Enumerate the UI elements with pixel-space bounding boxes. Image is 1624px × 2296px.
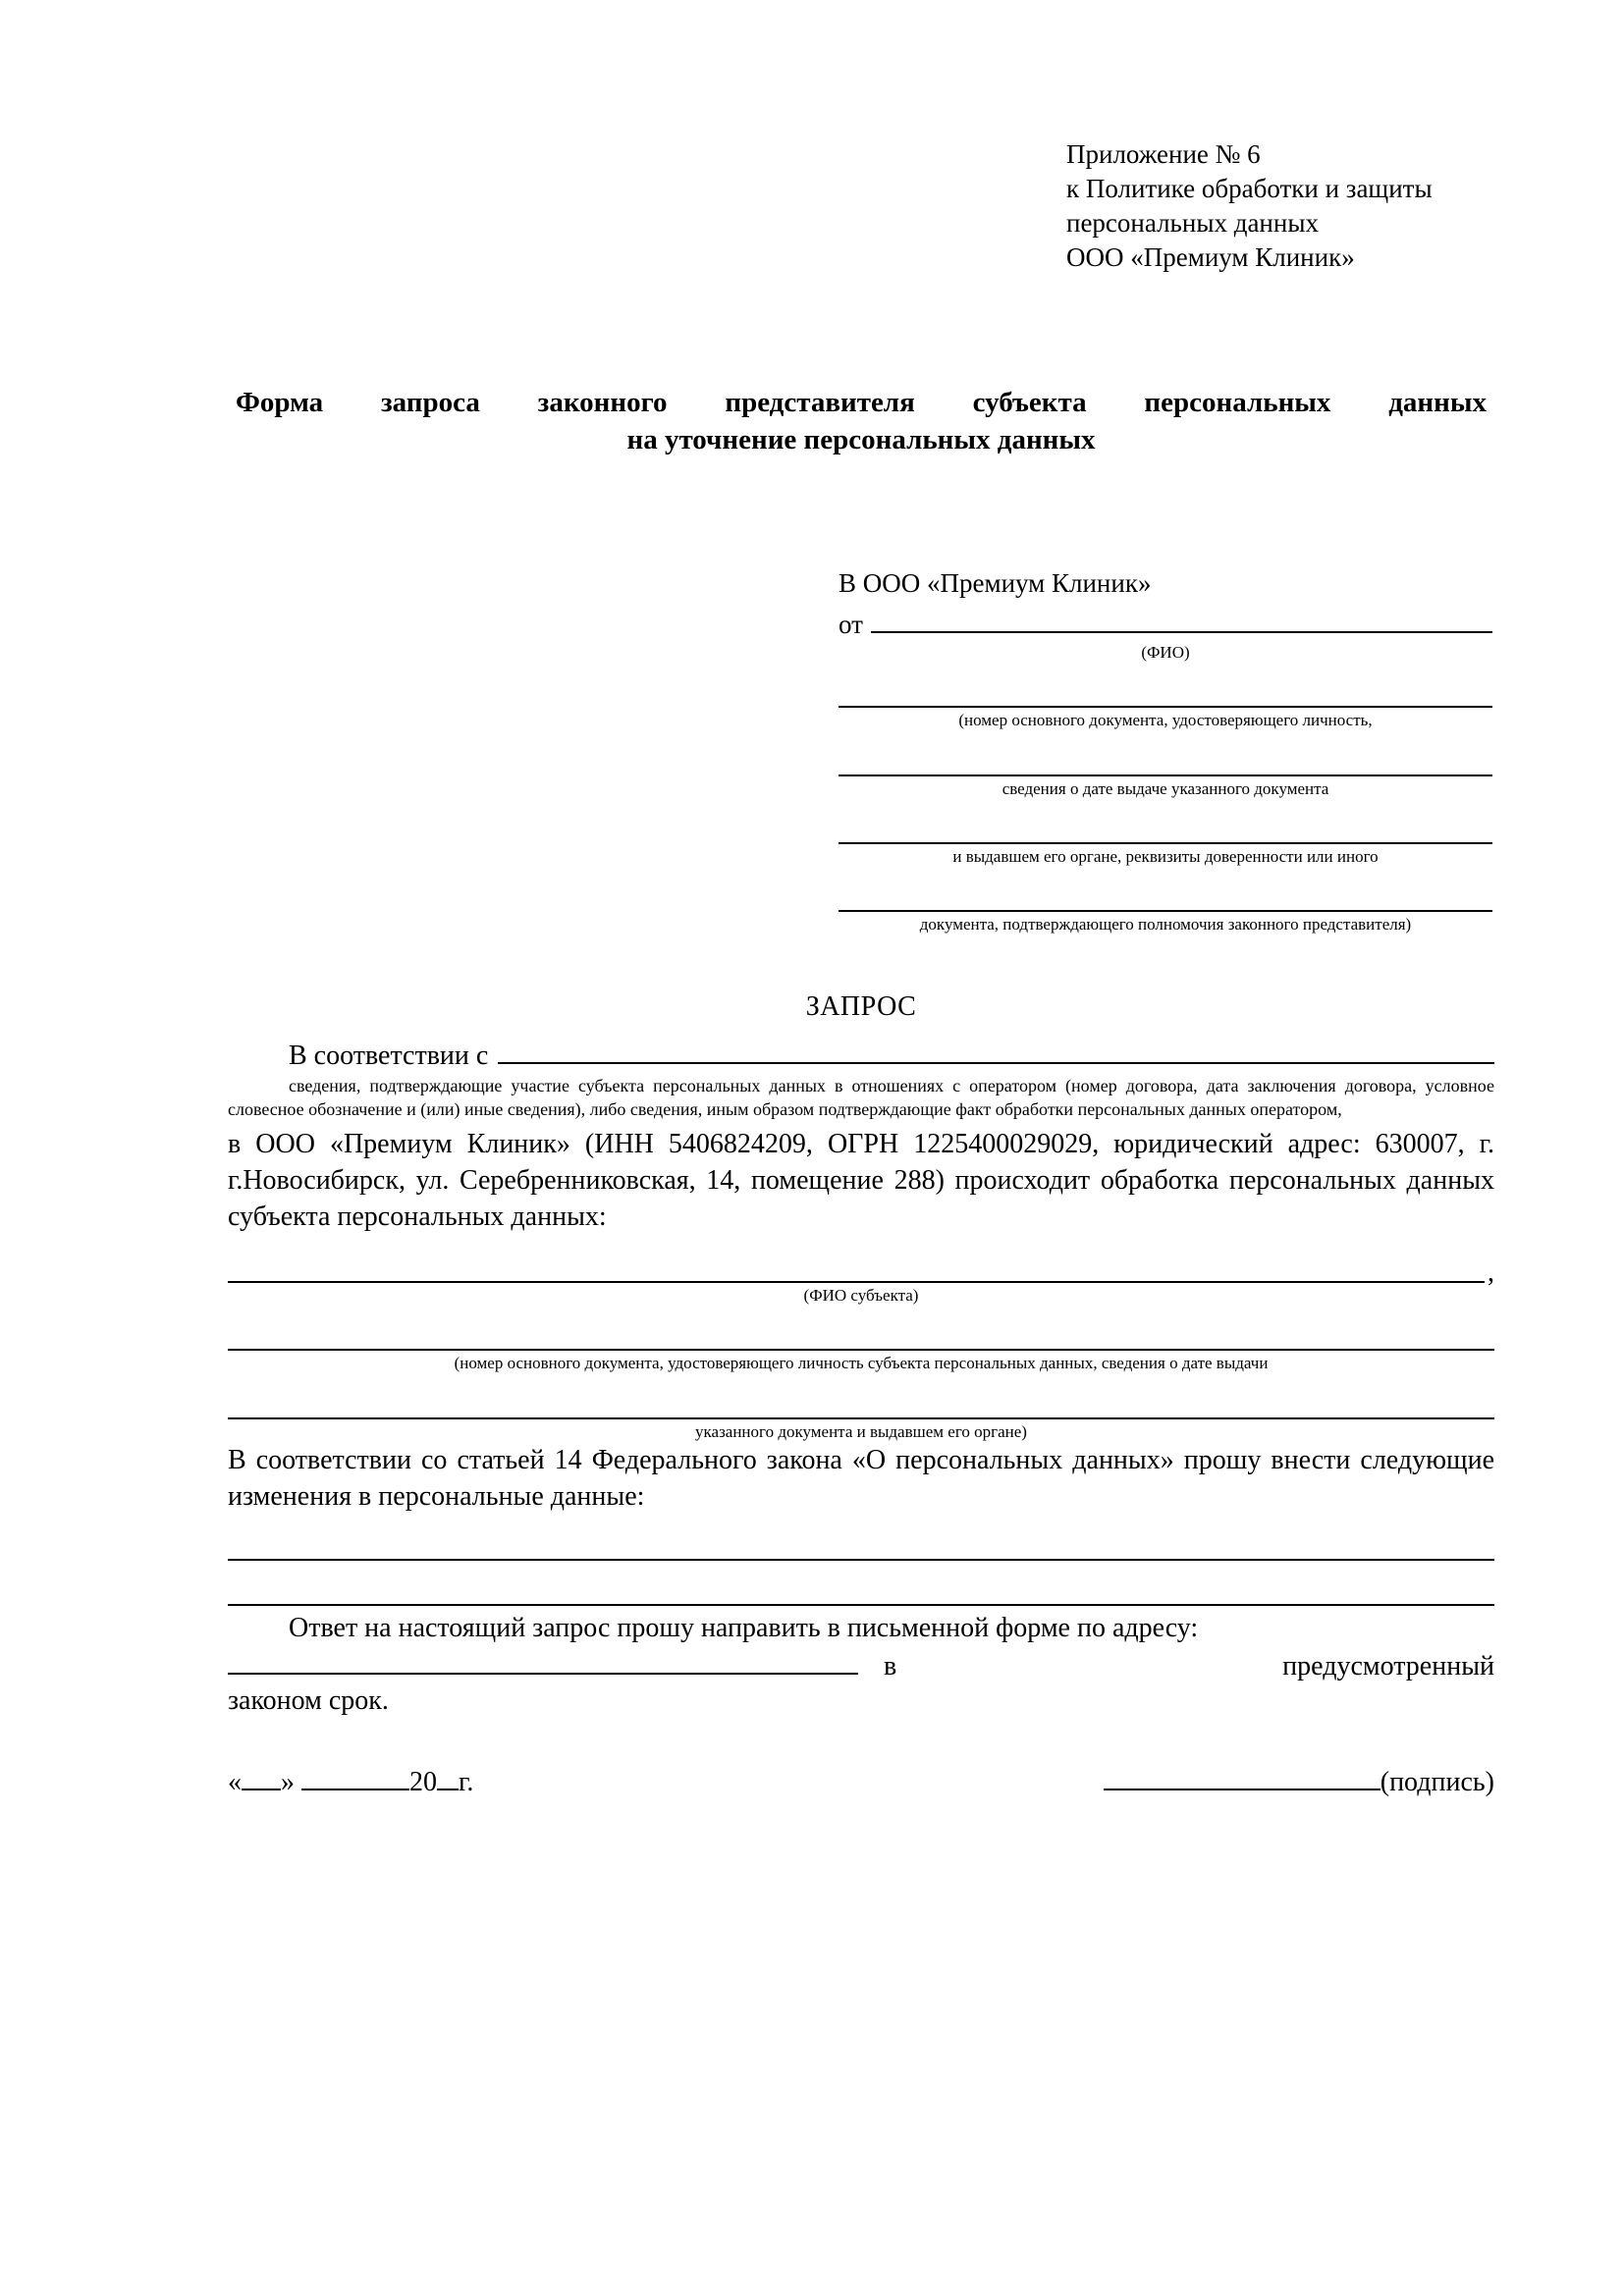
fineprint-text: сведения, подтверждающие участие субъекта персональных данных в отношениях с оператором (номер договора, дата заключения договора, условное словесное обозначение и (или) иные сведения), либо сведения, иным образом подтверждающие факт обработки персональных данных оператором, [228,1076,1494,1119]
answer-address-input[interactable] [228,1646,858,1675]
caption-subject-document: (номер основного документа, удостоверяющего личность субъекта персональных данных, сведения о дате выдачи [454,1354,1269,1373]
in-accordance-label: В соответствии с [289,1041,489,1072]
appendix-policy-line-1: к Политике обработки и защиты [1066,174,1433,204]
appendix-header [1066,137,1494,275]
request-heading: ЗАПРОС [805,991,917,1023]
caption-fio: (ФИО) [1141,643,1190,663]
quote-open: « [228,1766,242,1797]
year-prefix: 20 [409,1766,437,1797]
subject-fio-input[interactable] [228,1250,1485,1283]
year-input[interactable] [437,1765,459,1790]
document-organ-input[interactable] [839,809,1492,844]
document-date-input[interactable] [839,741,1492,776]
in-accordance-row [228,1037,1494,1072]
answer-mid-word: в [884,1651,897,1682]
quote-close: » [281,1766,295,1797]
signature-row [228,1765,1494,1798]
document-content [228,0,1494,1798]
subject-fio-row [228,1250,1494,1289]
answer-right-word: предусмотренный [1282,1651,1494,1682]
caption-document-organ: и выдавшем его органе, реквизиты доверенности или иного [952,846,1379,866]
signature-input[interactable] [1104,1765,1380,1790]
subject-document-organ-input[interactable] [228,1384,1494,1419]
subject-document-input[interactable] [228,1315,1494,1351]
from-label: от [839,610,863,640]
caption-document-powers: документа, подтверждающего полномочия законного представителя) [919,915,1412,934]
answer-address-row [228,1646,1494,1682]
page-title [228,385,1494,458]
appendix-number: Приложение № 6 [1066,139,1261,169]
day-input[interactable] [242,1765,281,1790]
caption-document-date: сведения о дате выдаче указанного документа [1001,778,1329,798]
document-powers-input[interactable] [839,877,1492,912]
page-title-line-1: Форма запроса законного представителя субъекта персональных данных [236,387,1487,419]
addressee-organization: В ООО «Премиум Клиник» [839,567,1152,598]
changes-line-2-input[interactable] [228,1571,1494,1606]
from-field-row [839,607,1492,640]
appendix-policy-line-2: персональных данных [1066,208,1319,239]
changes-line-1-input[interactable] [228,1525,1494,1561]
caption-subject-fio: (ФИО субъекта) [803,1286,919,1306]
caption-document-number: (номер основного документа, удостоверяющего личность, [958,711,1373,730]
document-number-input[interactable] [839,672,1492,708]
caption-subject-document-organ: указанного документа и выдавшем его органе) [695,1421,1027,1441]
subject-fio-comma: , [1488,1257,1494,1289]
answer-paragraph-text: Ответ на настоящий запрос прошу направить в письменной форме по адресу: [289,1612,1199,1643]
in-accordance-input[interactable] [498,1037,1494,1064]
from-name-input[interactable] [871,607,1492,633]
article-14-paragraph: В соответствии со статьей 14 Федерального закона «О персональных данных» прошу внести следующие изменения в персональные данные: [228,1444,1494,1513]
answer-term-line: законом срок. [228,1685,389,1717]
page-title-line-2: на уточнение персональных данных [626,424,1096,456]
addressee-block [839,565,1492,935]
date-field[interactable] [228,1765,473,1798]
fineprint-note [228,1075,1494,1121]
year-suffix: г. [459,1766,474,1797]
operator-processing-paragraph: в ООО «Премиум Клиник» (ИНН 5406824209, ОГРН 1225400029029, юридический адрес: 630007, г. г.Новосибирск, ул. Серебренниковская, 14, помещение 288) происходит обработка персональных данных субъекта персональных данных: [228,1129,1494,1233]
caption-signature: (подпись) [1380,1766,1494,1797]
appendix-company: ООО «Премиум Клиник» [1066,242,1355,273]
signature-field [1104,1765,1494,1798]
answer-address-tail [858,1651,1494,1682]
month-input[interactable] [301,1765,409,1790]
answer-paragraph [228,1610,1494,1647]
